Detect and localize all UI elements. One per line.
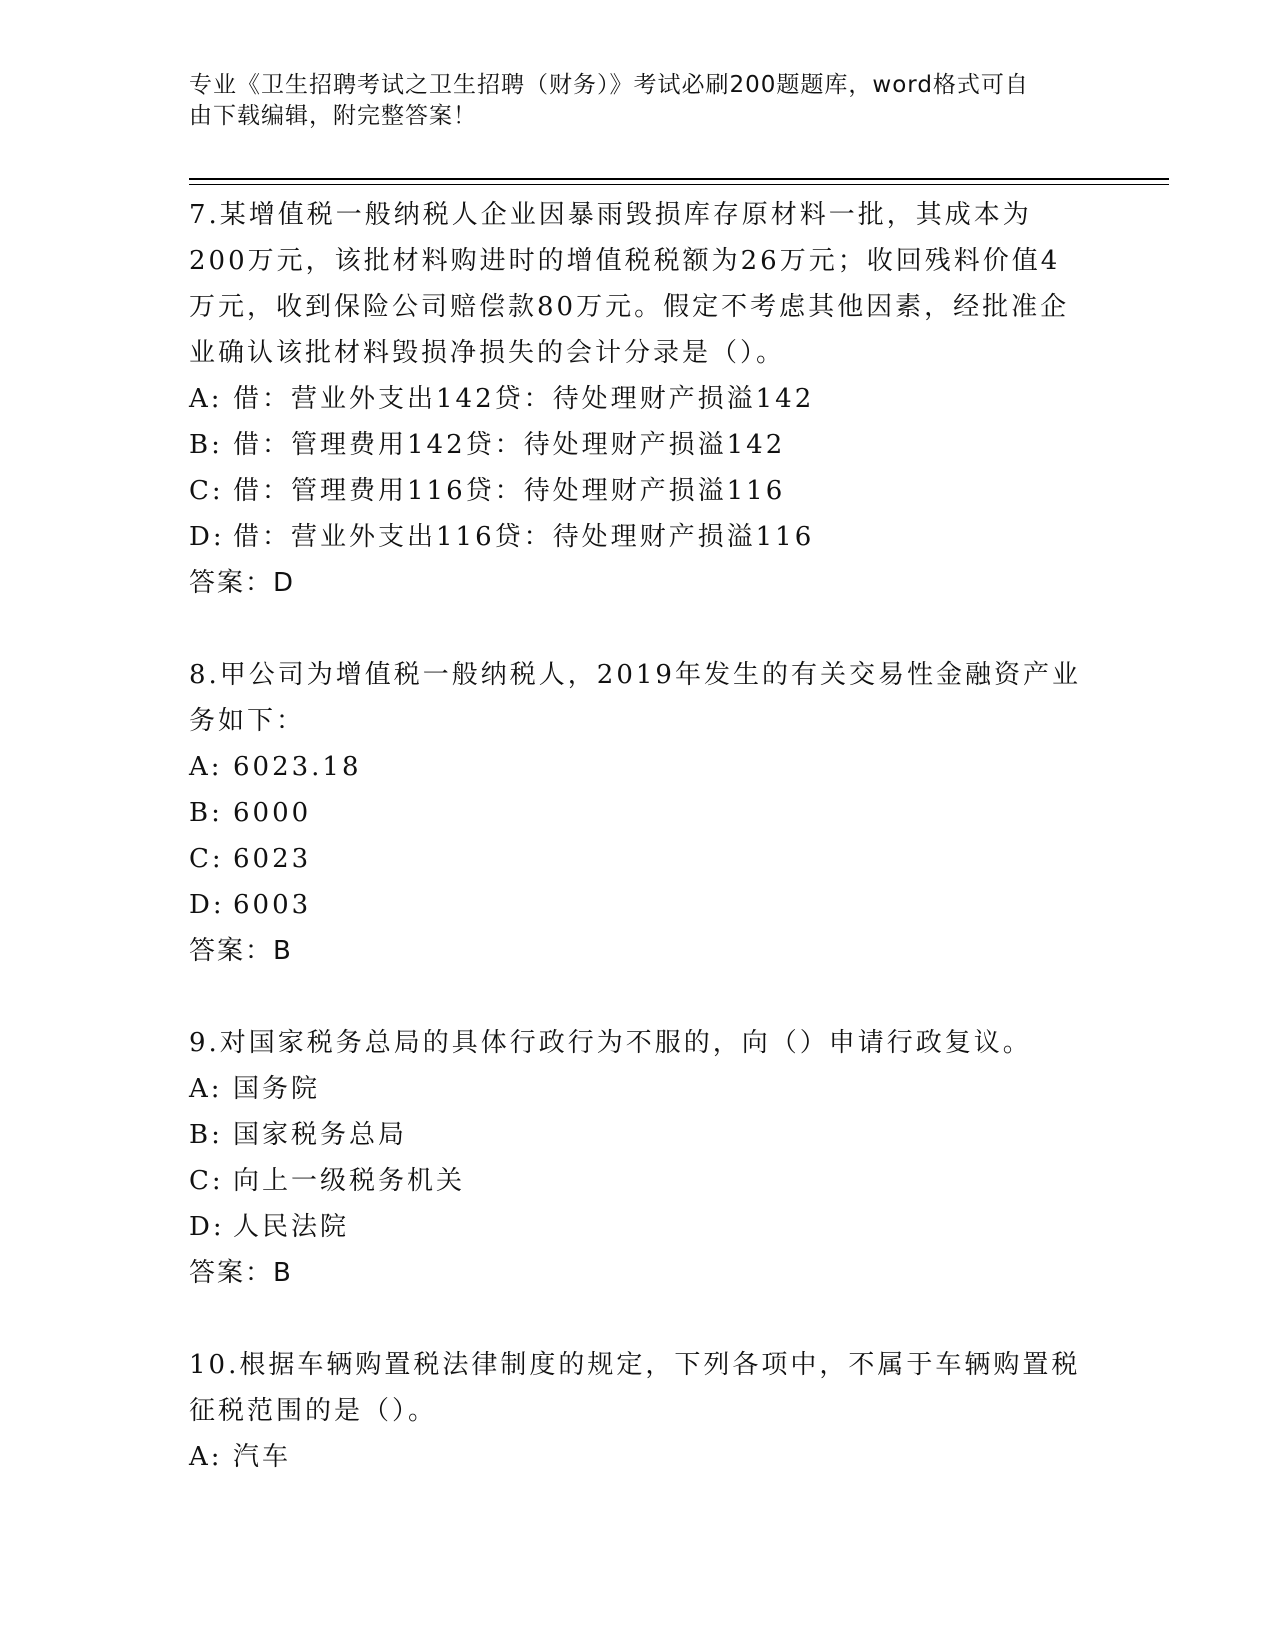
option-key: D: [189, 1212, 225, 1242]
spacer [189, 1296, 1089, 1342]
option-key: D: [189, 890, 225, 920]
option-text: 借：营业外支出142贷：待处理财产损溢142 [233, 384, 815, 414]
option-key: C: [189, 1166, 224, 1196]
document-header [189, 70, 1089, 132]
option-text: 借：管理费用116贷：待处理财产损溢116 [233, 476, 786, 506]
option-key: A: [189, 752, 223, 782]
option-text: 借：管理费用142贷：待处理财产损溢142 [233, 430, 786, 460]
option-d [189, 1204, 1089, 1250]
option-key: B: [189, 430, 223, 460]
option-text: 国家税务总局 [233, 1120, 408, 1150]
option-key: A: [189, 384, 223, 414]
header-divider-thin [189, 184, 1169, 185]
question-stem: 7.某增值税一般纳税人企业因暴雨毁损库存原材料一批，其成本为200万元，该批材料购进时的增值税税额为26万元；收回残料价值4万元，收到保险公司赔偿款80万元。假定不考虑其他因素，经批准企业确认该批材料毁损净损失的会计分录是（）。 [189, 200, 1070, 368]
question-stem: 10.根据车辆购置税法律制度的规定，下列各项中，不属于车辆购置税征税范围的是（）。 [189, 1350, 1081, 1426]
header-title-line-2: 由下载编辑，附完整答案！ [189, 103, 477, 129]
header-divider-thick [189, 178, 1169, 180]
option-text: 人民法院 [233, 1212, 350, 1242]
option-key: D: [189, 522, 225, 552]
option-c [189, 1158, 1089, 1204]
option-a [189, 1434, 1089, 1480]
option-key: C: [189, 476, 224, 506]
question-block [189, 1020, 1089, 1296]
option-text: 6000 [233, 798, 312, 828]
option-text: 借：营业外支出116贷：待处理财产损溢116 [233, 522, 815, 552]
spacer [189, 606, 1089, 652]
answer-line: 答案：D [189, 568, 296, 598]
question-block [189, 652, 1089, 974]
option-c [189, 468, 1089, 514]
option-key: A: [189, 1074, 223, 1104]
option-text: 6023 [233, 844, 312, 874]
option-text: 向上一级税务机关 [233, 1166, 466, 1196]
option-text: 6003 [233, 890, 312, 920]
option-b [189, 790, 1089, 836]
question-block [189, 192, 1089, 606]
answer-line: 答案：B [189, 936, 293, 966]
option-text: 汽车 [233, 1442, 292, 1472]
option-a [189, 744, 1089, 790]
option-text: 6023.18 [233, 752, 362, 782]
option-c [189, 836, 1089, 882]
option-key: B: [189, 1120, 223, 1150]
option-key: A: [189, 1442, 223, 1472]
question-block [189, 1342, 1089, 1480]
option-b [189, 422, 1089, 468]
option-b [189, 1112, 1089, 1158]
option-a [189, 1066, 1089, 1112]
option-d [189, 882, 1089, 928]
option-d [189, 514, 1089, 560]
option-a [189, 376, 1089, 422]
question-stem: 9.对国家税务总局的具体行政行为不服的，向（）申请行政复议。 [189, 1028, 1032, 1058]
answer-line: 答案：B [189, 1258, 293, 1288]
option-text: 国务院 [233, 1074, 321, 1104]
question-list [189, 192, 1089, 1480]
option-key: C: [189, 844, 224, 874]
question-stem: 8.甲公司为增值税一般纳税人，2019年发生的有关交易性金融资产业务如下： [189, 660, 1081, 736]
header-title-line-1: 专业《卫生招聘考试之卫生招聘（财务）》考试必刷200题题库，word格式可自 [189, 72, 1029, 98]
spacer [189, 974, 1089, 1020]
option-key: B: [189, 798, 223, 828]
